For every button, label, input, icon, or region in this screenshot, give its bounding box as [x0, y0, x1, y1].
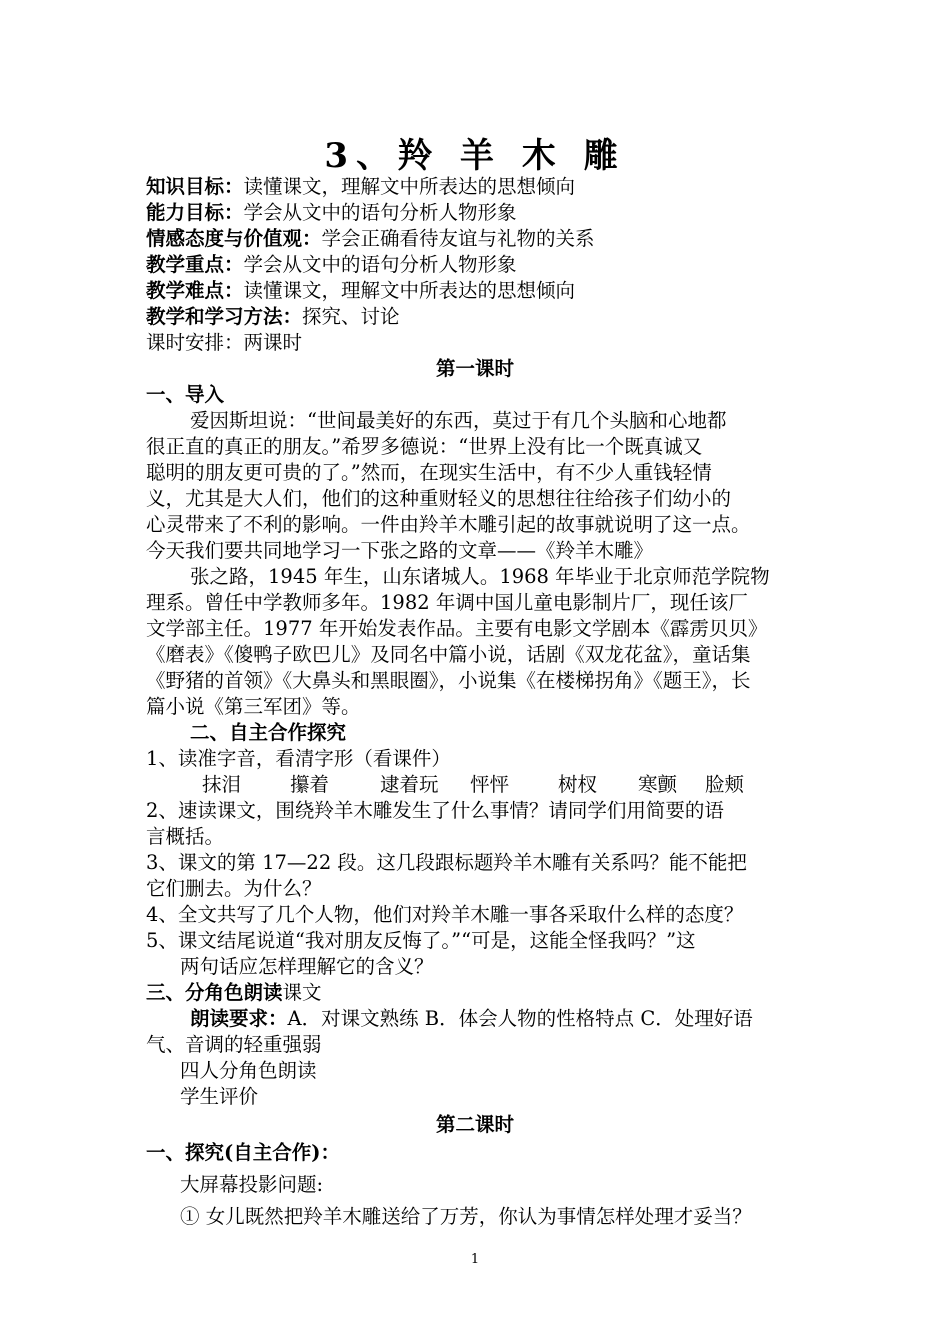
projection-line: 大屏幕投影问题: — [180, 1173, 324, 1196]
objective-knowledge — [146, 174, 836, 200]
intro-line: 义，尤其是大人们，他们的这种重财轻义的思想往往给孩子们幼小的 — [146, 487, 732, 510]
question-2-cont: 言概括。 — [146, 825, 225, 848]
objective-focus — [146, 252, 836, 278]
reading-step: 学生评价 — [180, 1085, 259, 1108]
intro-line: 聪明的朋友更可贵的了。”然而，在现实生活中，有不少人重钱轻情 — [146, 461, 712, 484]
question-2: 2、速读课文，围绕羚羊木雕发生了什么事情？请同学们用简要的语 — [146, 799, 724, 822]
vocab-word: 脸颊 — [705, 773, 745, 796]
intro-line: 爱因斯坦说：“世间最美好的东西，莫过于有几个头脑和心地都 — [190, 409, 727, 432]
lesson1-heading: 第一课时 — [435, 357, 514, 380]
vocab-word: 树杈 — [558, 773, 598, 796]
question-5-cont: 两句话应怎样理解它的含义？ — [180, 955, 434, 978]
author-line: 文学部主任。1977 年开始发表作品。主要有电影文学剧本《霹雳贝贝》 — [146, 617, 768, 640]
objective-text: 学会从文中的语句分析人物形象 — [243, 201, 517, 224]
objective-label: 教学和学习方法： — [146, 305, 303, 328]
requirements-cont: 气、音调的轻重强弱 — [146, 1033, 322, 1056]
author-line: 《磨表》《傻鸭子欧巴儿》及同名中篇小说，话剧《双龙花盆》，童话集 — [146, 643, 751, 666]
objective-text: 读懂课文，理解文中所表达的思想倾向 — [243, 279, 576, 302]
section-explore-heading: 二、自主合作探究 — [190, 721, 347, 744]
objective-label: 情感态度与价值观： — [146, 227, 322, 250]
vocab-word: 怦怦 — [470, 773, 510, 796]
vocab-word: 抹泪 — [202, 773, 242, 796]
author-line: 张之路，1945 年生，山东诸城人。1968 年毕业于北京师范学院物 — [190, 565, 770, 588]
objective-label: 知识目标： — [146, 175, 244, 198]
vocab-word: 攥着 — [290, 773, 330, 796]
question-3-cont: 它们删去。为什么？ — [146, 877, 322, 900]
section-intro-heading: 一、导入 — [146, 383, 225, 406]
question-4: 4、全文共写了几个人物，他们对羚羊木雕一事各采取什么样的态度？ — [146, 903, 744, 926]
intro-line: 今天我们要共同地学习一下张之路的文章——《羚羊木雕》 — [146, 539, 654, 562]
page-number: 1 — [470, 1252, 480, 1267]
schedule-line: 课时安排：两课时 — [146, 331, 303, 354]
question-1: 1、读准字音，看清字形（看课件） — [146, 747, 451, 770]
requirements-text: A．对课文熟练 B．体会人物的性格特点 C．处理好语 — [287, 1007, 753, 1030]
section-reading-bold: 三、分角色朗读 — [146, 981, 283, 1004]
author-line: 篇小说《第三军团》等。 — [146, 695, 361, 718]
objective-ability — [146, 200, 836, 226]
reading-requirements — [190, 1006, 880, 1032]
section-reading-heading — [146, 980, 836, 1006]
objective-method — [146, 304, 836, 330]
objective-difficulty — [146, 278, 836, 304]
requirements-label: 朗读要求： — [190, 1007, 288, 1030]
objective-text: 学会从文中的语句分析人物形象 — [243, 253, 517, 276]
vocab-word: 寒颤 — [638, 773, 678, 796]
question-5: 5、课文结尾说道“我对朋友反悔了。”“可是，这能全怪我吗？”这 — [146, 929, 696, 952]
objective-label: 教学重点： — [146, 253, 244, 276]
section-reading-rest: 课文 — [282, 981, 322, 1004]
page-title: 3、羚 羊 木 雕 — [324, 136, 626, 176]
objective-text: 学会正确看待友谊与礼物的关系 — [321, 227, 595, 250]
author-line: 《野猪的首领》《大鼻头和黑眼圈》，小说集《在楼梯拐角》《题王》，长 — [146, 669, 751, 692]
lesson2-item-1: ① 女儿既然把羚羊木雕送给了万芳，你认为事情怎样处理才妥当？ — [180, 1205, 752, 1228]
vocab-word: 逮着玩 — [380, 773, 439, 796]
lesson2-section-heading: 一、探究(自主合作)： — [146, 1141, 340, 1164]
intro-line: 很正直的真正的朋友。”希罗多德说：“世界上没有比一个既真诚又 — [146, 435, 703, 458]
objective-label: 教学难点： — [146, 279, 244, 302]
objective-label: 能力目标： — [146, 201, 244, 224]
objective-emotion — [146, 226, 836, 252]
intro-line: 心灵带来了不利的影响。一件由羚羊木雕引起的故事就说明了这一点。 — [146, 513, 751, 536]
author-line: 理系。曾任中学教师多年。1982 年调中国儿童电影制片厂，现任该厂 — [146, 591, 748, 614]
objective-text: 读懂课文，理解文中所表达的思想倾向 — [243, 175, 576, 198]
lesson2-heading: 第二课时 — [435, 1113, 514, 1136]
question-3: 3、课文的第 17—22 段。这几段跟标题羚羊木雕有关系吗？能不能把 — [146, 851, 747, 874]
reading-step: 四人分角色朗读 — [180, 1059, 317, 1082]
objective-text: 探究、讨论 — [302, 305, 400, 328]
